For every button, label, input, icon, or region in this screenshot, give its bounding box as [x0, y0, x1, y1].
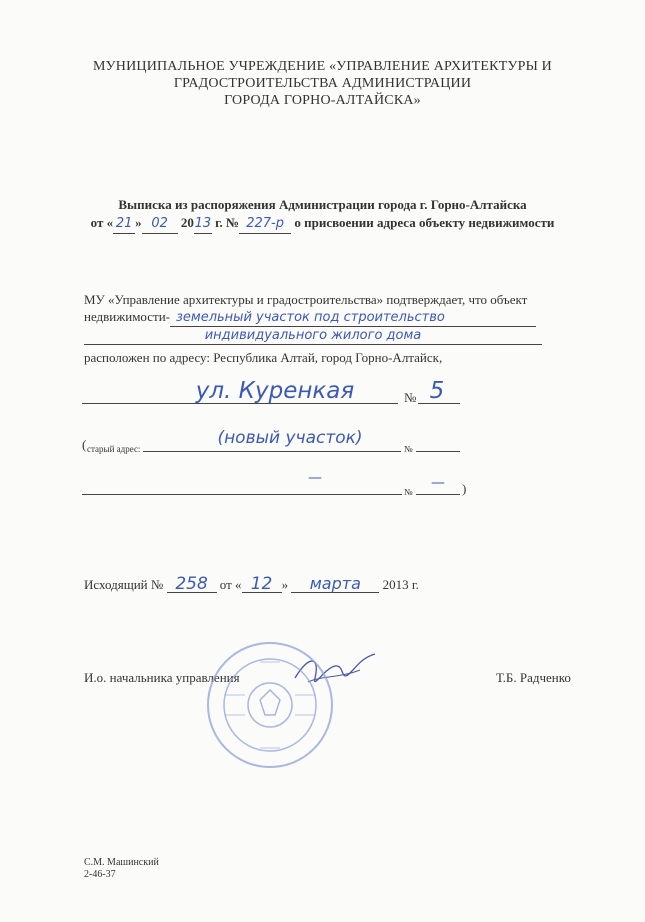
property-label: недвижимости- — [84, 309, 170, 324]
outgoing-from: от « — [219, 577, 242, 592]
title-from-prefix: от « — [90, 215, 114, 230]
author-name: С.М. Машинский — [84, 857, 159, 868]
number-prefix: г. № — [215, 215, 240, 230]
header-line-2: ГРАДОСТРОИТЕЛЬСТВА АДМИНИСТРАЦИИ — [173, 76, 472, 91]
property-row — [84, 309, 536, 327]
address-intro: расположен по адресу: Республика Алтай, город Горно-Алтайск, — [84, 350, 443, 365]
street-value: ул. Куренкая — [195, 378, 355, 404]
house-number-label: № — [404, 390, 417, 405]
order-number: 227-р — [239, 215, 291, 234]
title-line-1: Выписка из распоряжения Администрации города г. Горно-Алтайска — [118, 197, 527, 212]
outgoing-month: марта — [291, 576, 379, 593]
extra-underline — [82, 494, 402, 495]
header-line-1: МУНИЦИПАЛЬНОЕ УЧРЕЖДЕНИЕ «УПРАВЛЕНИЕ АРХИТЕКТУРЫ И — [93, 59, 552, 74]
outgoing-close: » — [281, 577, 289, 592]
author-phone: 2-46-37 — [84, 869, 116, 880]
old-address-underline — [143, 451, 401, 452]
extra-number-dash: — — [431, 475, 445, 491]
old-address-value: (новый участок) — [217, 428, 363, 448]
old-number-label: № — [404, 444, 413, 454]
title-mid: » — [135, 215, 142, 230]
header-line-3: ГОРОДА ГОРНО-АЛТАЙСКА» — [224, 93, 421, 108]
title-suffix: о присвоении адреса объекту недвижимости — [294, 215, 555, 230]
footer — [84, 857, 159, 881]
order-day: 21 — [113, 215, 135, 234]
signature-name: Т.Б. Радченко — [496, 670, 571, 685]
old-address-open: ( — [82, 437, 87, 452]
extra-number-underline — [416, 494, 460, 495]
year-prefix: 20 — [180, 215, 194, 230]
order-year: 13 — [194, 215, 212, 234]
extra-number-label: № — [404, 487, 413, 497]
old-number-underline — [416, 451, 460, 452]
old-address-label: старый адрес: — [87, 444, 141, 454]
property-value-1: земельный участок под строительство — [170, 310, 536, 327]
official-seal — [205, 640, 335, 770]
intro-text: МУ «Управление архитектуры и градостроительства» подтверждает, что объект — [84, 292, 528, 307]
property-value-2: индивидуального жилого дома — [84, 328, 542, 345]
house-number-value: 5 — [429, 378, 445, 404]
document-title — [0, 196, 645, 234]
signature-position: И.о. начальника управления — [84, 670, 240, 685]
order-month: 02 — [142, 215, 178, 234]
close-paren: ) — [462, 481, 467, 496]
outgoing-year: 2013 г. — [382, 577, 419, 592]
organization-header — [0, 58, 645, 109]
extra-dash: — — [308, 470, 322, 486]
outgoing-row — [84, 576, 419, 593]
outgoing-label: Исходящий № — [84, 577, 164, 592]
outgoing-day: 12 — [242, 576, 282, 593]
title-line-2 — [0, 214, 645, 234]
outgoing-number: 258 — [167, 576, 217, 593]
